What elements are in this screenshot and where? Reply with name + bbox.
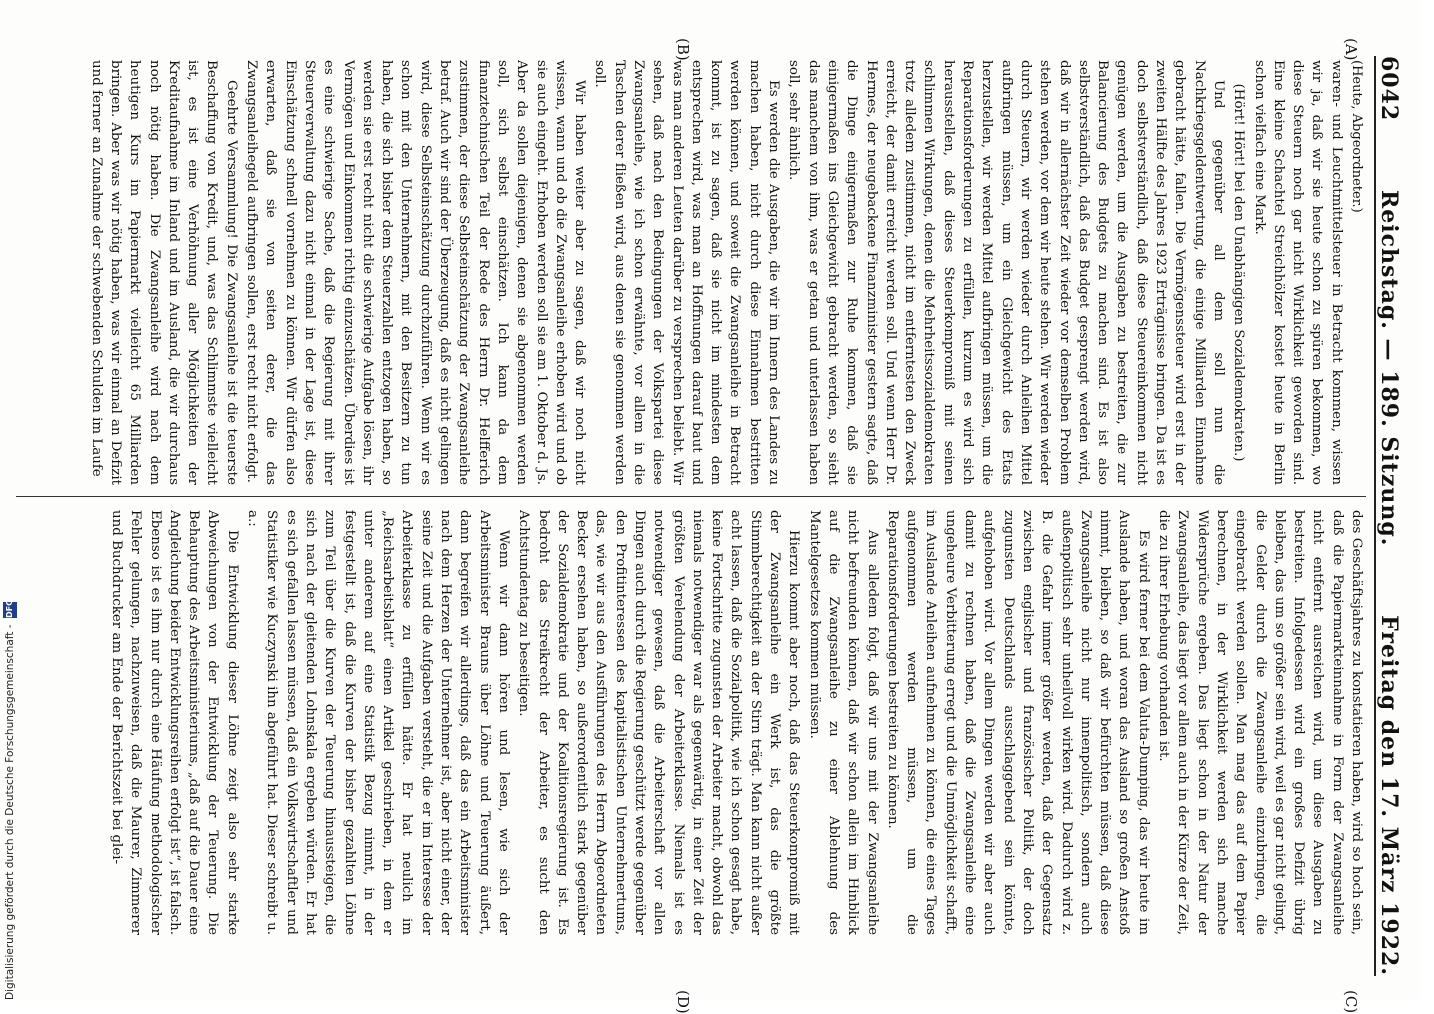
page-header	[1374, 56, 1412, 976]
paragraph: Aus alledem folgt, daß wir uns mit der Zwangsanleihe nicht befreunden können, daß wir schon allein im Hinblick auf die Zwangsanleihe zu einer Ablehnung des Mantelgesetzes kommen müssen.	[806, 510, 880, 935]
margin-mark-c: (C)	[1342, 990, 1360, 1014]
paragraph: Wir haben weiter aber zu sagen, daß wir noch nicht wissen, wann und ob die Zwangsanleihe erhoben wird und ob sie auch eingeht. Erhoben werden soll sie am 1. Oktober d. Js. Aber da sollen diejenigen, denen sie abgenommen werden soll, sich selbst einschätzen. Ich kann da dem finanztechnischen Teil der Rede des Herrn Dr. Helfferich zustimmen, der diese Selbsteinschätzung der Zwangsanleihe betraf. Auch wir sind der Überzeugung, daß es nicht gelingen wird, diese Selbsteinschätzung durchzuführen. Wenn wir es schon mit den Unternehmern, mit den Besitzern zu tun haben, die sich bisher dem Steuerzahlen entzogen haben, so werden sie erst recht nicht die schwierige Aufgabe lösen, ihr Vermögen und Einkommen richtig einzuschätzen. Überdies ist es eine schwierige Sache, daß die Regierung mit ihrer Steuerverwaltung dazu nicht einmal in der Lage ist, diese Einschätzung schnell vornehmen zu können. Wir dürfen also erwarten, daß sie von seiten derer, die das Zwangsanleihegeld aufbringen sollen, erst recht nicht erfolgt.	[244, 60, 588, 485]
running-title: Reichstag. — 189. Sitzung.	[1376, 190, 1402, 547]
paragraph: des Geschäftsjahres zu konstatieren haben, wird so hoch sein, daß die Papiermarkteinnahme in Form der Zwangsanleihe nicht entfernt ausreichen wird, um diese Ausgaben zu bestreiten. Infolgedessen wird ein großes Defizit übrig bleiben, das um so größer sein wird, weil es gar nicht gelingt, die Gelder durch die Zwangsanleihe einzubringen, die eingebracht werden sollen. Man mag das auf dem Papier berechnen, in der Wirklichkeit werden sich manche Widersprüche ergeben. Das liegt schon in der Natur der Zwangsanleihe, das liegt vor allem auch in der Kürze der Zeit, die zu ihrer Erhebung vorhanden ist.	[1156, 510, 1364, 935]
margin-mark-b: (B)	[674, 38, 692, 61]
right-column	[16, 510, 1366, 935]
session-date: Freitag den 17. März 1922.	[1376, 615, 1402, 976]
paragraph: waren- und Leuchtmittelsteuer in Betracht kommen, wissen wir ja, daß wir sie heute schon zu spüren bekommen, wo diese Steuern noch gar nicht Wirklichkeit geworden sind. Eine kleine Schachtel Streichhölzer kostet heute in Berlin schon vielfach eine Mark.	[1251, 60, 1344, 485]
paragraph: (Hört! Hört! bei den Unabhängigen Sozialdemokraten.)	[1231, 83, 1247, 462]
paragraph: Und gegenüber all dem soll nun die Nachkriegsgeldentwertung, die einige Milliarden Einnahme gebracht hätte, fallen. Die Vermögenssteuer wird erst in der zweiten Hälfte des Jahres 1923 Erträgnisse bringen. Da ist es doch selbstverständlich, daß diese Steuereinkommen nicht genügen werden, um die Ausgaben zu bestreiten, die zur Balancierung des Budgets zu machen sind. Es ist also selbstverständlich, daß das Budget gesprengt werden wird, daß wir in allernächster Zeit wieder vor demselben Problem stehen werden, vor dem wir heute stehen. Wir werden wieder durch Steuern, wir werden wieder durch Anleihen Mittel aufbringen müssen, um ein Gleichgewicht des Etats herzustellen, wir werden Mittel aufbringen müssen, um die Reparationsforderungen zu erfüllen, kurzum es wird sich herausstellen, daß dieses Steuerkompromiß mit seinen schlimmen Wirkungen, denen die Mehrheitssozialdemokraten trotz alledem zustimmen, nicht im entferntesten den Zweck erreicht, der damit erreicht werden soll. Und wenn Herr Dr. Hermes, der neugebackene Finanzminister gestern sagte, daß die Dinge einigermaßen zur Ruhe kommen, daß sie einigermaßen ins Gleichgewicht gebracht werden, so sieht das manchem von ihm, was er getan und unterlassen haben soll, sehr ähnlich.	[786, 60, 1226, 485]
margin-mark-d: (D)	[674, 990, 692, 1014]
left-column	[16, 60, 1366, 485]
paragraph: Es wird ferner bei dem Valuta-Dumping, das wir heute im Auslande haben, und woran das Ausland so großen Anstoß nimmt, bleiben, so daß wir befürchten müssen, daß diese Zwangsanleihe nicht nur innenpolitisch, sondern auch außenpolitisch sehr unheilvoll wirken wird. Dadurch wird z. B. die Gefahr immer größer werden, daß der Gegensatz zwischen englischer und französischer Politik, der doch zugunsten Deutschlands ausschlaggebend sein könnte, aufgehoben wird. Vor allem Dingen werden wir aber auch damit zu rechnen haben, daß die Zwangsanleihe eine ungeheure Verbitterung erregt und die Unmöglichkeit schafft, im Auslande Anleihen aufnehmen zu können, die eines Tages aufgenommen werden müssen, um die Reparationsforderungen bestreiten zu können.	[884, 510, 1151, 935]
dfg-logo: DFG	[3, 602, 17, 618]
margin-mark-a: (A)	[1342, 38, 1360, 61]
paragraph: Geehrte Versammlung! Die Zwangsanleihe ist die teuerste Beschaffung von Kredit, und, was das Schlimmste vielleicht ist, es ist eine Verhöhnung aller Möglichkeiten der Kreditaufnahme im Inland und im Ausland, die wir durchaus noch nötig haben. Die Zwangsanleihe wird nach dem heutigen Kurs im Papiermarkt vielleicht 65 Milliarden bringen. Aber was wir nötig haben, was wir einmal an Defizit und ferner an Zunahme der schwebenden Schulden im Laufe	[88, 60, 239, 485]
digitization-credit	[2, 600, 18, 1000]
paragraph: Es werden die Ausgaben, die wir im Innern des Landes zu machen haben, nicht durch diese Einnahmen bestritten werden können, und soweit die Zwangsanleihe in Betracht kommt, ist zu sagen, daß sie nicht im mindesten dem entsprechen wird, was man an Hoffnungen darauf baut und was man anderen Leuten darüber zu versprechen beliebt. Wir sehen, daß nach den Bedingungen der Volkspartei diese Zwangsanleihe, wie ich schon erwähnte, vor allem in die Taschen derer fließen wird, aus denen sie genommen werden soll.	[592, 60, 782, 485]
credit-text: Digitalisierung gefördert durch die Deutsche Forschungsgemeinschaft -	[4, 624, 16, 1000]
paragraph: Wenn wir dann hören und lesen, wie sich der Arbeitsminister Brauns über Löhne und Teuerung äußert, dann begreifen wir allerdings, daß das ein Arbeitsminister nach dem Herzen der Unternehmer ist, aber nicht einer, der seine Zeit und die Aufgaben versteht, die er im Interesse der Arbeiterklasse zu erfüllen hätte. Er hat neulich im „Reichsarbeitsblatt“ einen Artikel geschrieben, in dem er unter anderem auf eine Statistik Bezug nimmt, in der festgestellt ist, daß die Kurven der bisher gezahlten Löhne zum Teil über die Kurven der Teuerung hinaussteigen, die sich nach der gleitenden Lohnskala ergeben würden. Er hat es sich gefallen lassen müssen, daß ein Volkswirtschaftler und Statistiker wie Kuczynski ihn abgeführt hat. Dieser schreibt u. a.:	[245, 510, 511, 935]
page-number: 6042	[1376, 56, 1402, 122]
paragraph: Die Entwicklung dieser Löhne zeigt also sehr starke Abweichungen von der Entwicklung der Teuerung. Die Behauptung des Arbeitsministeriums, „daß auf die Dauer eine Angleichung beider Entwicklungsreihen erfolgt ist“, ist falsch. Ebenso ist es ihm nur durch eine Häufung methodologischer Fehler gelungen, nachzuweisen, daß die Maurer, Zimmerer und Buchdrucker am Ende der Berichtszeit bei glei-	[109, 510, 240, 935]
paragraph: (Heute, Abgeordneter.)	[1349, 60, 1364, 213]
paragraph: Hierzu kommt aber noch, daß das Steuerkompromiß mit der Zwangsanleihe ein Werk ist, das die größte Stimmberechtigkeit an der Stirn trägt. Man kann nicht außer acht lassen, daß die Sozialpolitik, wie ich schon gesagt habe, keine Fortschritte zugunsten der Arbeiter macht, obwohl das niemals notwendiger war als gegenwärtig, in einer Zeit der größten Verelendung der Arbeiterklasse. Niemals ist es notwendiger gewesen, daß die Arbeiterschaft vor allen Dingen auch durch die Regierung geschützt werde gegenüber den Profitinteressen des kapitalistischen Unternehmertums, das, wie wir aus den Ausführungen des Herrn Abgeordneten Becker ersehen haben, so außerordentlich stark gegenüber der Sozialdemokratie und der Koalitionsregierung ist. Es bedroht das Streikrecht der Arbeiter, es sucht den Achtstundentag zu beseitigen.	[516, 510, 802, 935]
column-divider	[16, 496, 1366, 497]
